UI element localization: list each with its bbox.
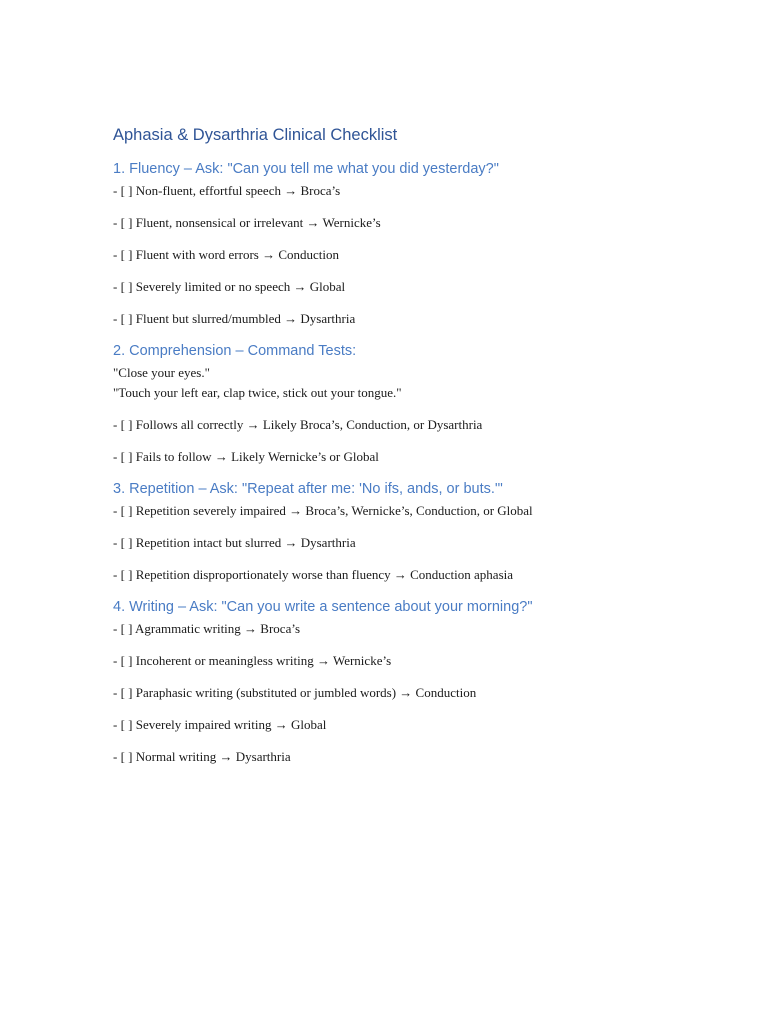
checklist-item: - [ ] Repetition disproportionately worse than fluency → Conduction aphasia <box>113 567 514 582</box>
checklist-item: - [ ] Fluent but slurred/mumbled → Dysarthria <box>113 311 356 326</box>
checklist-item: - [ ] Severely limited or no speech → Global <box>113 279 346 294</box>
section-heading-repetition: 3. Repetition – Ask: "Repeat after me: 'No ifs, ands, or buts.'" <box>113 481 503 497</box>
checklist-item: - [ ] Severely impaired writing → Global <box>113 717 327 732</box>
section-heading-comprehension: 2. Comprehension – Command Tests: <box>113 343 357 359</box>
checklist-item: - [ ] Follows all correctly → Likely Broca’s, Conduction, or Dysarthria <box>113 417 483 432</box>
checklist-item: - [ ] Paraphasic writing (substituted or jumbled words) → Conduction <box>113 685 477 700</box>
section-fluency <box>113 159 733 329</box>
checklist-item: - [ ] Agrammatic writing → Broca’s <box>113 621 301 636</box>
document-title: Aphasia & Dysarthria Clinical Checklist <box>113 126 398 144</box>
checklist-item: - [ ] Fluent, nonsensical or irrelevant → Wernicke’s <box>113 215 381 230</box>
checklist-item: - [ ] Non-fluent, effortful speech → Broca’s <box>113 183 341 198</box>
checklist-item: - [ ] Normal writing → Dysarthria <box>113 749 291 764</box>
section-writing <box>113 597 733 767</box>
command-test-note: "Close your eyes." <box>113 365 210 380</box>
checklist-item: - [ ] Fluent with word errors → Conduction <box>113 247 340 262</box>
checklist-item: - [ ] Repetition severely impaired → Broca’s, Wernicke’s, Conduction, or Global <box>113 503 533 518</box>
section-repetition <box>113 479 733 585</box>
checklist-item: - [ ] Fails to follow → Likely Wernicke’s or Global <box>113 449 379 464</box>
section-comprehension <box>113 341 733 467</box>
section-heading-writing: 4. Writing – Ask: "Can you write a sentence about your morning?" <box>113 599 533 615</box>
checklist-item: - [ ] Incoherent or meaningless writing → Wernicke’s <box>113 653 392 668</box>
command-test-note: "Touch your left ear, clap twice, stick out your tongue." <box>113 385 402 400</box>
checklist-item: - [ ] Repetition intact but slurred → Dysarthria <box>113 535 356 550</box>
document-page <box>113 124 733 779</box>
section-heading-fluency: 1. Fluency – Ask: "Can you tell me what you did yesterday?" <box>113 161 499 177</box>
